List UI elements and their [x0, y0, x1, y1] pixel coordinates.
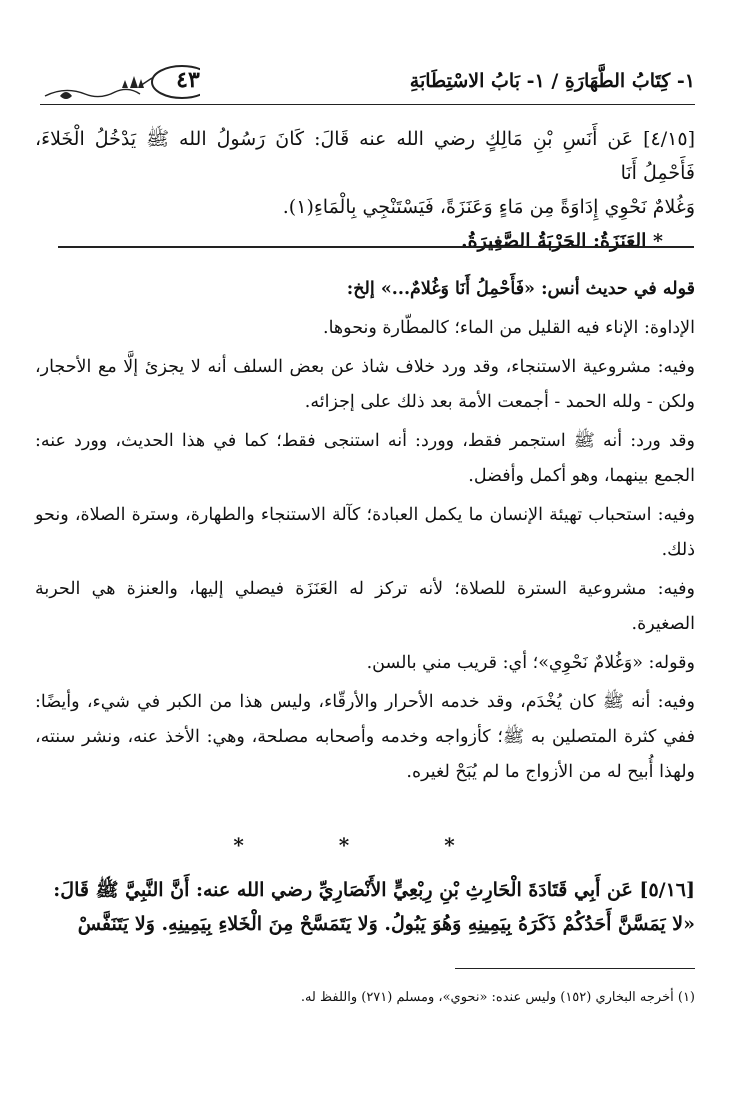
hadith-gloss: * العَنَزَةُ: الحَرْبَةُ الصَّغِيرَةُ. [461, 230, 663, 252]
hadith-line: [٥/١٦] عَن أَبِي قَتَادَةَ الْحَارِثِ بْنِ رِبْعِيٍّ الأَنْصَارِيِّ رضي الله عنه: أَنَّ النَّبِيَّ ﷺ قَالَ: [53, 879, 695, 901]
commentary-paragraph: وقوله: «وَغُلامٌ نَحْوِي»؛ أي: قريب مني بالسن. [366, 653, 695, 673]
separator-stars: * * * [233, 833, 499, 857]
header-rule [40, 104, 695, 105]
commentary-paragraph: الإداوة: الإناء فيه القليل من الماء؛ كالمطّارة ونحوها. [323, 318, 695, 338]
page-header [40, 58, 695, 106]
hadith-line: «لا يَمَسَّنَّ أَحَدُكُمْ ذَكَرَهُ بِيَمِينِهِ وَهُوَ يَبُولُ. وَلا يَتَمَسَّحْ مِنَ الْخَلاءِ بِيَمِينِهِ. وَلا يَتَنَفَّسْ [77, 913, 695, 935]
hadith-block-16 [35, 873, 695, 941]
hadith-line: وَغُلامٌ نَحْوِي إِدَاوَةً مِن مَاءٍ وَعَنَزَةً، فَيَسْتَنْجِي بِالْمَاءِ(١). [282, 196, 695, 218]
footnote: (١) أخرجه البخاري (١٥٢) وليس عنده: «نحوي»، ومسلم (٢٧١) واللفظ له. [300, 990, 695, 1005]
commentary-paragraph: وقد ورد: أنه ﷺ استجمر فقط، وورد: أنه استنجى فقط؛ كما في هذا الحديث، وورد عنه: الجمع بينهما، وهو أكمل وأفضل. [35, 431, 695, 486]
commentary-paragraph: وفيه: مشروعية السترة للصلاة؛ لأنه تركز له العَنَزَة فيصلي إليها، والعنزة هي الحربة الصغيرة. [35, 579, 695, 634]
commentary-heading: قوله في حديث أنس: «فَأَحْمِلُ أَنَا وَغُلامٌ...» إلخ: [346, 279, 695, 299]
footnote-rule [455, 968, 695, 969]
commentary-paragraph: وفيه: أنه ﷺ كان يُخْدَم، وقد خدمه الأحرار والأرقّاء، وليس هذا من الكبر في شيء، وأيضًا: ففي كثرة المتصلين به ﷺ؛ كأزواجه وخدمه وأصحابه مصلحة، وهي: الأخذ عنه، ونشر سنته، ولهذا أُبيح له من الأزواج ما لم يُبَحْ لغيره. [35, 692, 695, 782]
commentary-paragraph: وفيه: استحباب تهيئة الإنسان ما يكمل العبادة؛ كآلة الاستنجاء والطهارة، وسترة الصلاة، ونحو ذلك. [35, 505, 695, 560]
running-title: ١- كِتَابُ الطَّهَارَةِ / ١- بَابُ الاسْتِطَابَةِ [409, 70, 695, 92]
commentary-paragraph: وفيه: مشروعية الاستنجاء، وقد ورد خلاف شاذ عن بعض السلف أنه لا يجزئ إلَّا مع الأحجار، ولكن - ولله الحمد - أجمعت الأمة بعد ذلك على إجزائه. [35, 357, 695, 412]
hadith-block-15 [35, 122, 695, 258]
hadith-line: [٤/١٥] عَن أَنَسِ بْنِ مَالِكٍ رضي الله عنه قَالَ: كَانَ رَسُولُ الله ﷺ يَدْخُلُ الْخَلاءَ، فَأَحْمِلُ أَنَا [35, 128, 695, 184]
commentary-block [35, 272, 695, 794]
page-number: ٤٣ [176, 67, 200, 93]
section-divider [58, 246, 694, 248]
